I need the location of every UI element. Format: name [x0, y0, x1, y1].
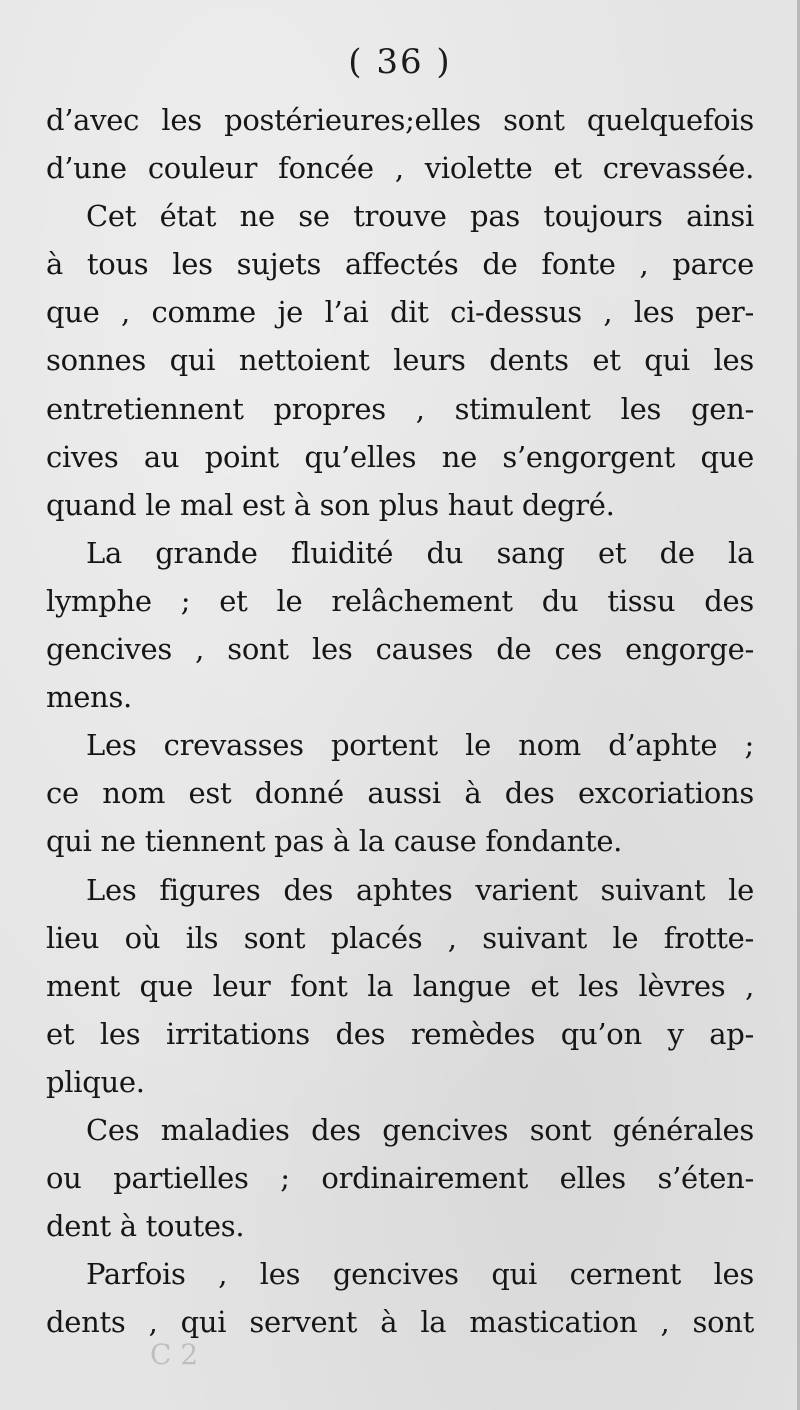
- text-line: mens.: [46, 680, 132, 715]
- text-line: Parfois , les gencives qui cernent les: [86, 1257, 754, 1292]
- text-line: à tous les sujets affectés de fonte , parce: [46, 247, 754, 282]
- signature-mark: C 2: [150, 1338, 199, 1371]
- text-line: Les figures des aphtes varient suivant le: [86, 872, 754, 907]
- text-line: lieu où ils sont placés , suivant le frotte-: [46, 920, 754, 955]
- text-line: d’avec les postérieures;elles sont quelquefois: [46, 103, 754, 137]
- text-line: La grande fluidité du sang et de la: [86, 535, 754, 570]
- body-text: [46, 96, 754, 1346]
- text-line: lymphe ; et le relâchement du tissu des: [46, 583, 754, 618]
- text-line: que , comme je l’ai dit ci-dessus , les per-: [46, 295, 754, 330]
- text-line: Cet état ne se trouve pas toujours ainsi: [86, 199, 754, 234]
- text-line: quand le mal est à son plus haut degré.: [46, 487, 615, 522]
- text-line: plique.: [46, 1064, 145, 1099]
- text-line: ce nom est donné aussi à des excoriations: [46, 776, 754, 811]
- text-line: sonnes qui nettoient leurs dents et qui les: [46, 343, 754, 378]
- text-line: et les irritations des remèdes qu’on y ap-: [46, 1016, 754, 1051]
- text-line: ou partielles ; ordinairement elles s’éten-: [46, 1161, 754, 1196]
- text-line: cives au point qu’elles ne s’engorgent que: [46, 439, 754, 474]
- text-line: Les crevasses portent le nom d’aphte ;: [86, 728, 754, 763]
- text-line: qui ne tiennent pas à la cause fondante.: [46, 824, 623, 859]
- text-line: entretiennent propres , stimulent les gen-: [46, 391, 754, 426]
- text-line: dent à toutes.: [46, 1209, 245, 1244]
- text-line: d’une couleur foncée , violette et crevassée.: [46, 151, 754, 186]
- page-number: ( 36 ): [348, 42, 452, 82]
- text-line: Ces maladies des gencives sont générales: [86, 1112, 754, 1147]
- text-line: dents , qui servent à la mastication , sont: [46, 1305, 754, 1340]
- text-line: gencives , sont les causes de ces engorge-: [46, 632, 754, 667]
- text-line: ment que leur font la langue et les lèvres ,: [46, 968, 754, 1003]
